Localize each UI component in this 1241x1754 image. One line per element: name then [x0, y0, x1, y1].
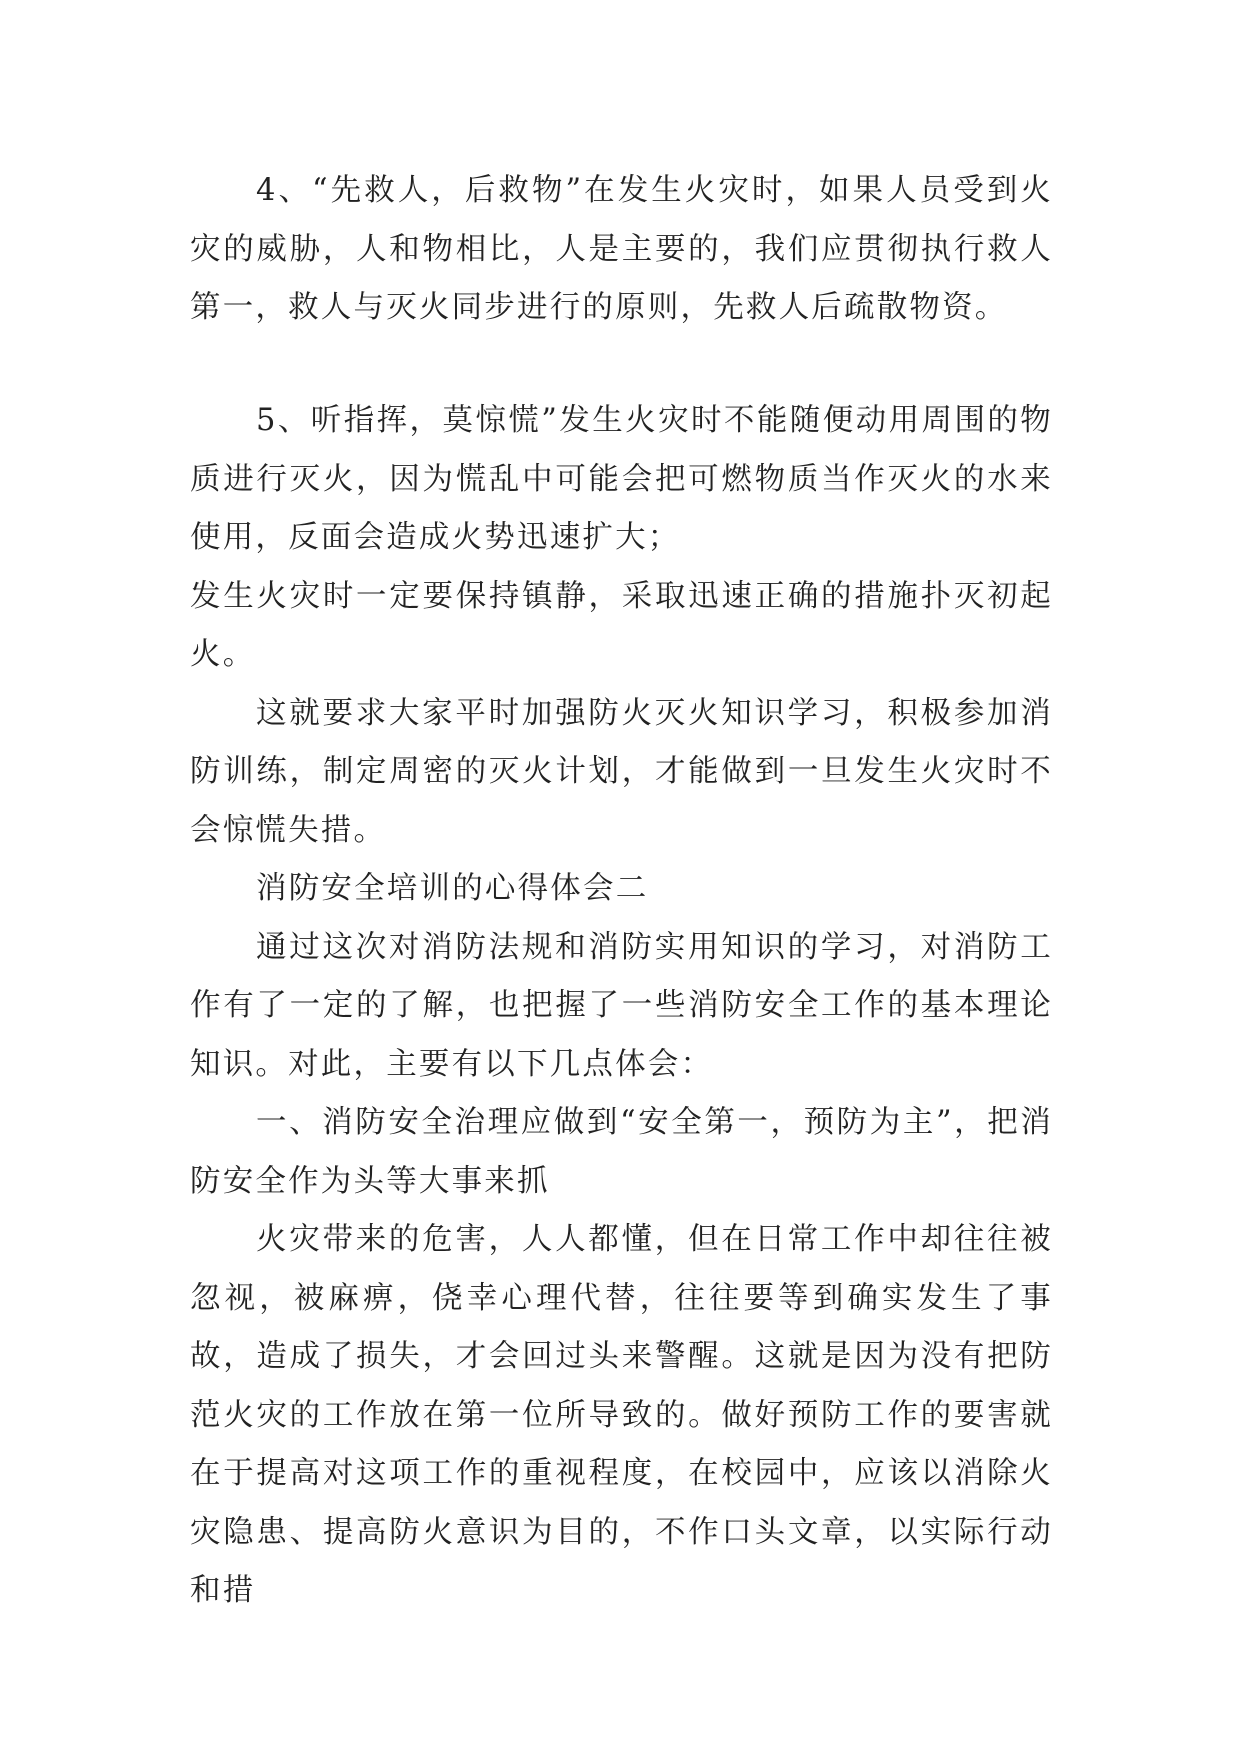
paragraph: 通过这次对消防法规和消防实用知识的学习，对消防工作有了一定的了解，也把握了一些消防安全工作的基本理论知识。对此，主要有以下几点体会：	[190, 929, 1053, 1082]
paragraph: 一、消防安全治理应做到“安全第一，预防为主”，把消防安全作为头等大事来抓	[190, 1105, 1053, 1199]
paragraph: 5、听指挥，莫惊慌”发生火灾时不能随便动用周围的物质进行灭火，因为慌乱中可能会把可燃物质当作灭火的水来使用，反面会造成火势迅速扩大；	[190, 403, 1053, 555]
text-block-main	[190, 392, 1053, 1621]
paragraph: 4、“先救人，后救物”在发生火灾时，如果人员受到火灾的威胁，人和物相比，人是主要的，我们应贯彻执行救人第一，救人与灭火同步进行的原则，先救人后疏散物资。	[190, 173, 1053, 325]
section-heading: 消防安全培训的心得体会二	[256, 871, 649, 906]
text-block-top	[190, 162, 1053, 338]
paragraph: 火灾带来的危害，人人都懂，但在日常工作中却往往被忽视，被麻痹，侥幸心理代替，往往要等到确实发生了事故，造成了损失，才会回过头来警醒。这就是因为没有把防范火灾的工作放在第一位所导致的。做好预防工作的要害就在于提高对这项工作的重视程度，在校园中，应该以消除火灾隐患、提高防火意识为目的，不作口头文章，以实际行动和措	[190, 1222, 1053, 1608]
paragraph: 发生火灾时一定要保持镇静，采取迅速正确的措施扑灭初起火。	[190, 578, 1053, 672]
paragraph: 这就要求大家平时加强防火灭火知识学习，积极参加消防训练，制定周密的灭火计划，才能做到一旦发生火灾时不会惊慌失措。	[190, 695, 1053, 848]
